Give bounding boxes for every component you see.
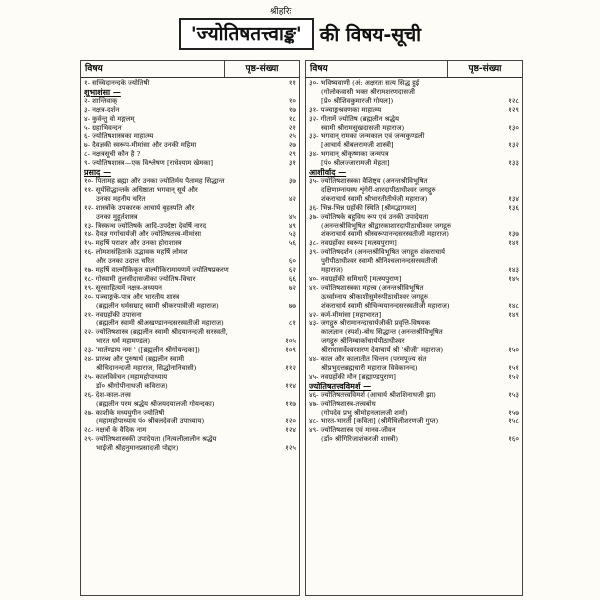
entry-title: भारत धर्म महामण्डल) [96, 337, 151, 346]
entry-page: १२८ [508, 96, 519, 105]
entry-page [497, 248, 519, 257]
entry-page [274, 186, 296, 195]
entry-title: ४०- नवग्रहोंकी समिधाएँ [मत्स्यपुराण] [309, 274, 402, 283]
toc-entry [84, 222, 296, 231]
right-column-header [306, 61, 522, 78]
entry-title: पुरीपीठाधीश्वर स्वामी श्रीनिश्चलानन्दसरस्वतीजी [321, 257, 438, 266]
entry-page: ८१ [288, 319, 296, 328]
entry-page: ११७ [285, 399, 296, 408]
toc-entry [84, 293, 296, 302]
entry-title: २७- काशीके मध्ययुगीन ज्योतिषी [84, 408, 165, 417]
toc-entry [84, 266, 296, 275]
toc-entry [84, 248, 296, 257]
entry-page: १५७ [508, 408, 519, 417]
toc-entry [309, 124, 519, 133]
toc-entry [309, 248, 519, 257]
toc-entry [309, 355, 519, 364]
entry-page: ४५ [288, 212, 296, 221]
entry-page: ७२ [288, 283, 296, 292]
entry-title: और उनका उदात्त चरित [96, 257, 155, 266]
entry-title: स्वामी श्रीरामसुखदासजी महाराज) [321, 123, 405, 132]
toc-entry [84, 302, 296, 311]
entry-page [497, 293, 519, 302]
entry-page: १३४ [508, 194, 519, 203]
entry-title: ५- ग्रहाभिवन्दन [84, 123, 122, 132]
toc-entry [309, 373, 519, 382]
entry-title: [आचार्य श्रीबलरामजी शास्त्री] [321, 141, 394, 150]
toc-entry [84, 417, 296, 426]
subject-header: विषय [81, 61, 225, 77]
section-heading [309, 382, 519, 391]
entry-page: १५२ [508, 372, 519, 381]
entry-title: २५- कालविवेचन (महामहोपाध्याय [84, 372, 168, 381]
top-invocation: श्रीहरिः [270, 7, 292, 17]
toc-entry [84, 204, 296, 213]
entry-title: आशीर्वाद — [309, 168, 347, 177]
toc-entry [309, 266, 519, 275]
entry-title: (ब्रह्मलीन स्वामी श्रीअखण्डानन्दसरस्वतीजी महाराज) [96, 319, 224, 328]
entry-title: ३८- नवग्रहोंका स्वरूप [मत्स्यपुराण] [309, 239, 397, 248]
entry-page [497, 319, 519, 328]
entry-title: २३- 'मार्तण्डाय नमः ' ([ब्रह्मलीन श्रीगोयन्दका]) [84, 346, 200, 355]
toc-entry [309, 275, 519, 284]
toc-entry [84, 177, 296, 186]
toc-entry [309, 257, 519, 266]
right-rows [306, 78, 522, 445]
entry-title: ३४- भगवान् श्रीकृष्णका जन्मपत्र [309, 150, 389, 159]
entry-page: ३७ [288, 176, 296, 185]
entry-title: ३०- भविष्यवाणी (अं: अक्षरतः सत्य सिद्ध हुई [309, 79, 420, 87]
toc-entry [309, 409, 519, 418]
toc-entry [84, 328, 296, 337]
entry-title: १०- पितामह ब्रह्मा और उनका ज्योतिर्मय पैतामह सिद्धान्त [84, 176, 225, 185]
entry-title: १२- शास्त्रोंके उपकारक आचार्य बृहस्पति और [84, 203, 195, 212]
entry-page: २५ [288, 132, 296, 141]
entry-page [497, 400, 519, 409]
toc-entry [309, 239, 519, 248]
entry-title: ज्योतिषतत्त्वविमर्श — [309, 381, 372, 391]
page-number-header: पृष्ठ-संख्या [468, 64, 502, 74]
entry-title: ४- कुर्वन्तु वो मङ्गलम् [84, 114, 135, 123]
toc-entry [84, 115, 296, 124]
entry-title: भाईजी श्रीहनुमानप्रसादजी पोद्दार) [96, 444, 179, 453]
toc-entry [84, 230, 296, 239]
entry-page: २९ [288, 150, 296, 159]
entry-page: १०९ [285, 346, 296, 355]
entry-title: ४१- ज्योतिषशास्त्रका महत्त्व (अनन्तश्रीविभूषित [309, 283, 424, 292]
entry-page: ५३ [288, 230, 296, 239]
entry-title: ४४- काल और कालातीत चिन्तन (परमपूज्य संत [309, 355, 427, 364]
entry-title: ३२- गीतामें ज्योतिष (ब्रह्मलीन श्रद्धेय [309, 114, 399, 123]
entry-title: १४- दैवज्ञ गर्गाचार्यजी और ज्योतिषतत्त्व-मीमांसा [84, 230, 202, 239]
toc-entry [84, 400, 296, 409]
entry-title: २२- ज्योतिषशास्त्र (ब्रह्मलीन स्वामी श्रीदयानन्दजी सरस्वती, [84, 328, 228, 337]
entry-page: ६० [288, 257, 296, 266]
entry-page [274, 328, 296, 337]
entry-title: ३५- ज्योतिषशास्त्रका वैशिष्ट्य (अनन्तश्रीविभूषित [309, 176, 428, 185]
toc-entry [84, 319, 296, 328]
entry-page [274, 88, 296, 97]
subject-header: विषय [306, 61, 448, 77]
entry-page: १२४ [285, 426, 296, 435]
toc-entry [84, 409, 296, 418]
toc-entry [84, 355, 296, 364]
toc-entry [309, 88, 519, 97]
entry-page [497, 168, 519, 177]
entry-page [497, 382, 519, 391]
entry-title: शंकराचार्य स्वामी श्रीभारतीतीर्थजी महाराज) [321, 194, 428, 203]
toc-entry [309, 213, 519, 222]
entry-title: प्रसाद — [84, 168, 112, 177]
entry-title: उनका महनीय चरित [96, 194, 146, 203]
entry-title: १९- सूरसाहित्यमें नक्षत्र-अध्ययन [84, 283, 162, 292]
entry-page [497, 257, 519, 266]
entry-title: ३- नक्षत्र-दर्शन [84, 105, 120, 114]
toc-entry [84, 284, 296, 293]
entry-page [497, 328, 519, 337]
entry-page [497, 79, 519, 88]
toc-entry [309, 177, 519, 186]
toc-entry [309, 328, 519, 337]
entry-title: १८- गोस्वामी तुलसीदासजीका ज्योतिष-विचार [84, 274, 196, 283]
entry-title: (डॉ० श्रीगिरिजाशंकरजी शास्त्री) [321, 435, 399, 444]
entry-title: १६- लोमशसंहिताके उद्भावक महर्षि लोमश [84, 248, 188, 257]
entry-page: १० [288, 96, 296, 105]
toc-entry [309, 391, 519, 400]
entry-title: श्रीराधासर्वेश्वरशरण देवाचार्य श्री 'श्रीजी' महाराज) [321, 346, 444, 355]
toc-entry [309, 79, 519, 88]
entry-page [497, 186, 519, 195]
entry-page: ३१ [288, 159, 296, 168]
entry-title: श्रीप्रभुदत्तब्रह्मचारी महाराज विवेकानन्द) [321, 364, 418, 372]
entry-title: शंकराचार्य स्वामी श्रीस्वरूपानन्दसरस्वतीजी महाराज) [321, 230, 449, 239]
entry-page: १४८ [508, 301, 519, 310]
entry-page [497, 115, 519, 124]
entry-title: (अनन्तश्रीविभूषित श्रीद्वारकाशारदापीठाधीश्वर जगद्गुरु [321, 221, 451, 230]
entry-title: ११- सूर्यसिद्धान्तके अधिष्ठाता भगवान् सूर्य और [84, 185, 198, 194]
entry-title: (महामहोपाध्याय पं० श्रीबलदेवजी उपाध्याय) [96, 417, 205, 426]
entry-title: महाराज) [321, 266, 343, 275]
entry-page: ६६ [288, 274, 296, 283]
entry-page [497, 213, 519, 222]
entry-page [274, 248, 296, 257]
entry-page: १२९ [508, 105, 519, 114]
entry-page: १५० [508, 346, 519, 355]
entry-page: १०५ [285, 337, 296, 346]
toc-entry [84, 186, 296, 195]
toc-entry [309, 106, 519, 115]
toc-entry [309, 435, 519, 444]
toc-entry [309, 302, 519, 311]
entry-page: १४९ [508, 310, 519, 319]
entry-page: ४९ [288, 221, 296, 230]
entry-page [274, 293, 296, 302]
toc-entry [309, 150, 519, 159]
toc-entry [309, 204, 519, 213]
page-number-header: पृष्ठ-संख्या [245, 64, 279, 74]
toc-entry [309, 141, 519, 150]
entry-page: १६० [508, 435, 519, 444]
entry-title: २८- नक्षत्रों के वैदिक नाम [84, 426, 147, 435]
entry-page: १३६ [508, 203, 519, 212]
toc-entry [309, 293, 519, 302]
entry-title: उनका मुहूर्तशास्त्र [96, 212, 138, 221]
entry-page: १७ [288, 105, 296, 114]
toc-entry [84, 391, 296, 400]
toc-entry [309, 400, 519, 409]
entry-title: ४८- भारत-भारती [कविता] (श्रीमैथिलीशरणजी गुप्त) [309, 417, 439, 426]
left-rows [81, 78, 299, 454]
entry-page [497, 150, 519, 159]
entry-page: ५६ [288, 239, 296, 248]
entry-page: ११४ [285, 381, 296, 390]
entry-page: ६२ [288, 266, 296, 275]
toc-entry [84, 435, 296, 444]
entry-title: ४५- नवग्रहोंकी मौन [ब्रह्माण्डपुराण] [309, 372, 396, 381]
entry-page [274, 409, 296, 418]
toc-entry [84, 444, 296, 453]
toc-entry [84, 382, 296, 391]
entry-page [497, 284, 519, 293]
entry-title: [पं० श्रीलज्जारामजी मेहता] [321, 159, 390, 168]
entry-page: २१ [288, 123, 296, 132]
toc-entry [84, 346, 296, 355]
entry-page [497, 426, 519, 435]
entry-title: (ब्रह्मलीन परम श्रद्धेय श्रीजयदयालजी गोयन्दका) [96, 399, 215, 408]
entry-title: ४२- कर्म-मीमांसा [महाभारत] [309, 310, 382, 319]
entry-title: २६- देश-काल-तत्त्व [84, 390, 131, 399]
entry-title: २०- पञ्चाङ्गके-पात्र और भारतीय शास्त्र [84, 292, 180, 301]
entry-title: ४६- ज्योतिषतत्त्वविमर्श (आचार्य श्रीशशिनाथजी झा) [309, 390, 436, 399]
toc-entry [84, 159, 296, 168]
entry-page: ४२ [288, 194, 296, 203]
toc-entry [84, 239, 296, 248]
entry-title: शंकराचार्य स्वामी श्रीचिन्मयानन्दसरस्वतीजी महाराज) [321, 301, 450, 310]
toc-entry [84, 426, 296, 435]
entry-page: २७ [288, 141, 296, 150]
toc-entry [84, 195, 296, 204]
entry-page: १३७ [508, 230, 519, 239]
entry-title: ३६- भिन्न-भिन्न ग्रहोंकी स्थिति [श्रीमद्भागवत] [309, 203, 417, 212]
toc-entry [309, 159, 519, 168]
entry-title: २९- ज्योतिषशास्त्रकी उपादेयता (नित्यलीलालीन श्रद्धेय [84, 435, 217, 444]
toc-entry [309, 426, 519, 435]
toc-entry [84, 337, 296, 346]
entry-title: शुभाशंसा — [84, 87, 121, 97]
entry-page: १३२ [508, 141, 519, 150]
title-rest: की विषय-सूची [319, 24, 422, 46]
toc-entry [309, 97, 519, 106]
toc-entry [309, 311, 519, 320]
entry-title: ४७- ज्योतिषशास्त्र-तत्त्वबोध [309, 399, 376, 408]
toc-entry [84, 106, 296, 115]
entry-page [497, 132, 519, 141]
entry-title: जगद्गुरु श्रीनिम्बार्काचार्यपीठाधीश्वर [321, 337, 405, 346]
toc-entry [309, 222, 519, 231]
entry-title: ४९- ज्योतिषशास्त्र एवं मानव-जीवन [309, 426, 396, 435]
entry-page: १२० [285, 417, 296, 426]
entry-page [497, 222, 519, 231]
toc-entry [84, 97, 296, 106]
toc-entry [84, 141, 296, 150]
entry-title: (गोलोकवासी भक्त श्रीरामशरणदासजी [321, 87, 415, 96]
entry-title: [प्रे० श्रीशिवकुमारजी गोयल]) [321, 96, 394, 105]
entry-page [274, 373, 296, 382]
entry-title: १३- त्रिस्कन्ध ज्योतिषके आदि-उपदेष्टा देवर्षि नारद [84, 221, 207, 230]
toc-entry [309, 346, 519, 355]
toc-entry [309, 337, 519, 346]
entry-title: २४- प्रारब्ध और पुरुषार्थ (ब्रह्मलीन स्वामी [84, 355, 185, 364]
left-column-header [81, 61, 299, 78]
entry-page [274, 204, 296, 213]
toc-entry [309, 284, 519, 293]
entry-title: १५- महर्षि पराशर और उनका होराशास्त्र [84, 239, 182, 248]
entry-page [497, 355, 519, 364]
toc-entry [309, 132, 519, 141]
entry-title: डॉ० श्रीगोपीनाथजी कविराज) [96, 381, 168, 390]
toc-entry [309, 417, 519, 426]
entry-title: २१- नवग्रहोंकी उपासना [84, 310, 142, 319]
entry-page: १८ [288, 114, 296, 123]
entry-page: ११ [288, 79, 296, 87]
entry-title: ८- नक्षत्रसूची कौन है ? [84, 150, 141, 159]
toc-entry [84, 364, 296, 373]
entry-title: ३३- भगवान् रामका जन्मकाल एवं जन्मकुण्डली [309, 132, 425, 141]
entry-page: १२५ [285, 444, 296, 453]
entry-page: १४३ [508, 266, 519, 275]
entry-title: (ब्रह्मलीन धर्मसम्राट् स्वामी श्रीकरपात्रीजी महाराज) [96, 301, 219, 310]
toc-entry [84, 132, 296, 141]
entry-page: १५३ [508, 390, 519, 399]
toc-entry [309, 115, 519, 124]
entry-title: ऊर्ध्वाम्नाय श्रीकाशीसुमेरुपीठाधीश्वर जगद्गुरु [321, 292, 428, 301]
entry-page: ११२ [285, 364, 296, 372]
toc-entry [84, 213, 296, 222]
entry-page: १५८ [508, 417, 519, 426]
entry-title: दक्षिणाम्नायस्थ शृंगेरी-शारदापीठाधीश्वर जगद्गुरु [321, 185, 436, 194]
entry-title: ३७- ज्योतिषके बहुविध रूप एवं उनकी उपादेयता [309, 212, 429, 221]
entry-page: ७७ [288, 301, 296, 310]
entry-page [497, 177, 519, 186]
title-boxed: 'ज्योतिषतत्त्वाङ्क' [179, 18, 314, 50]
toc-entry [309, 186, 519, 195]
entry-page: १५१ [508, 364, 519, 372]
toc-entry [84, 257, 296, 266]
left-column [80, 60, 300, 596]
entry-page [274, 391, 296, 400]
section-heading [309, 168, 519, 177]
toc-entry [84, 373, 296, 382]
entry-title: ३१- पञ्चाङ्गश्रवणका माहात्म्य [309, 105, 382, 114]
entry-page: १३० [508, 123, 519, 132]
entry-page: १३३ [508, 159, 519, 168]
entry-page [274, 311, 296, 320]
toc-entry [84, 311, 296, 320]
entry-page [274, 168, 296, 177]
entry-title: २- शान्तिवाक् [84, 96, 118, 105]
title-bar [0, 14, 600, 54]
toc-entry [309, 195, 519, 204]
entry-page: १४१ [508, 239, 519, 248]
entry-title: कालज्ञान (स्पर्श)-बोध सिद्धान्त (अनन्तश्रीविभूषित [321, 328, 443, 337]
right-column [305, 60, 523, 596]
entry-page [274, 355, 296, 364]
toc-entry [309, 230, 519, 239]
toc-entry [84, 124, 296, 133]
entry-page [497, 337, 519, 346]
entry-title: १७- महर्षि वाल्मीकिकृत वाल्मीकिरामायणमें ज्योतिषप्रकरण [84, 266, 229, 275]
entry-title: ४३- जगद्गुरु श्रीरामानन्दाचार्यजीकी प्रवृत्ति-विषयक [309, 319, 431, 328]
toc-entry [309, 364, 519, 373]
section-heading [84, 168, 296, 177]
entry-title: श्रीचिदानन्दजी महाराज, सिद्धोनानिवासी) [96, 364, 197, 372]
section-heading [84, 88, 296, 97]
toc-entry [84, 275, 296, 284]
entry-title: ९- ज्योतिषशास्त्र—एक विश्लेषण [राधेश्याम खेमका] [84, 159, 214, 168]
toc-entry [309, 319, 519, 328]
entry-title: १- सच्चिदानन्दके ज्योतिषी [84, 79, 150, 87]
entry-title: ७- दैवज्ञकी स्वरूप-मीमांसा और उनकी महिमा [84, 141, 197, 150]
entry-title: ३९- ज्योतिषदर्शन (अनन्तश्रीविभूषित जगद्गुरु शंकराचार्य [309, 248, 446, 257]
toc-entry [84, 79, 296, 88]
entry-page [274, 435, 296, 444]
entry-title: (गोपदेव प्रभु श्रीमोहनलालजी शर्मा) [321, 408, 408, 417]
entry-title: ६- ज्योतिषशास्त्रका माहात्म्य [84, 132, 154, 141]
entry-page [497, 88, 519, 97]
toc-entry [84, 150, 296, 159]
entry-page: १४५ [508, 274, 519, 283]
